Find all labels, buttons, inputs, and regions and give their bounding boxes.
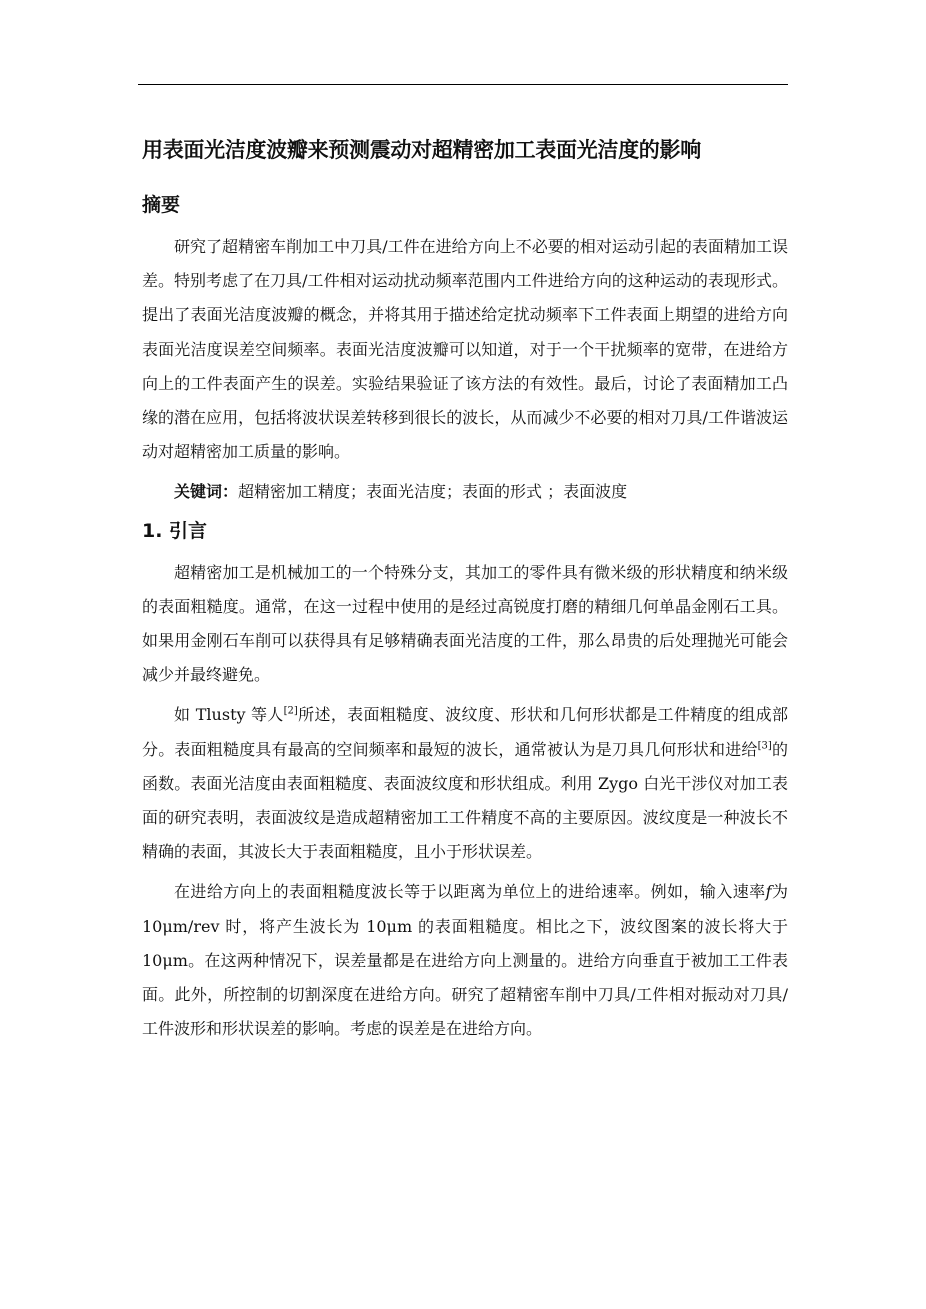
keywords-line [142, 475, 788, 509]
intro-paragraph-2 [142, 698, 788, 869]
intro-p3-text-b: 为 10μm/rev 时，将产生波长为 10μm 的表面粗糙度。相比之下，波纹图案的波长将大于 10μm。在这两种情况下，误差量都是在进给方向上测量的。进给方向垂直于被加工工件表面。此外，所控制的切割深度在进给方向。研究了超精密车削中刀具/工件相对振动对刀具/工件波形和形状误差的影响。考虑的误差是在进给方向。 [142, 882, 788, 1039]
intro-heading: 1. 引言 [142, 519, 208, 542]
citation-ref-2[interactable]: [2] [283, 706, 298, 718]
paper-title: 用表面光洁度波瓣来预测震动对超精密加工表面光洁度的影响 [142, 138, 701, 162]
document-page [142, 132, 788, 1046]
feed-rate-symbol: f [765, 882, 772, 902]
keywords-label: 关键词： [174, 482, 239, 502]
intro-p2-text-c: 的函数。表面光洁度由表面粗糙度、表面波纹度和形状组成。利用 Zygo 白光干涉仪对加工表面的研究表明，表面波纹是造成超精密加工工件精度不高的主要原因。波纹度是一种波长不精确的表面，其波长大于表面粗糙度，且小于形状误差。 [142, 739, 788, 862]
abstract-paragraph: 研究了超精密车削加工中刀具/工件在进给方向上不必要的相对运动引起的表面精加工误差。特别考虑了在刀具/工件相对运动扰动频率范围内工件进给方向的这种运动的表现形式。提出了表面光洁度波瓣的概念，并将其用于描述给定扰动频率下工件表面上期望的进给方向表面光洁度误差空间频率。表面光洁度波瓣可以知道，对于一个干扰频率的宽带，在进给方向上的工件表面产生的误差。实验结果验证了该方法的有效性。最后，讨论了表面精加工凸缘的潜在应用，包括将波状误差转移到很长的波长，从而减少不必要的相对刀具/工件谐波运动对超精密加工质量的影响。 [142, 237, 788, 462]
keywords-text: 超精密加工精度；表面光洁度；表面的形式 ；表面波度 [238, 482, 628, 502]
intro-p2-text-a: 如 Tlusty 等人 [174, 705, 284, 725]
intro-p2-text-b: 所述，表面粗糙度、波纹度、形状和几何形状都是工件精度的组成部分。表面粗糙度具有最高的空间频率和最短的波长，通常被认为是刀具几何形状和进给 [142, 705, 788, 759]
header-rule [138, 84, 788, 85]
intro-paragraph-1: 超精密加工是机械加工的一个特殊分支，其加工的零件具有微米级的形状精度和纳米级的表面粗糙度。通常，在这一过程中使用的是经过高锐度打磨的精细几何单晶金刚石工具。如果用金刚石车削可以获得具有足够精确表面光洁度的工件，那么昂贵的后处理抛光可能会减少并最终避免。 [142, 562, 788, 685]
intro-paragraph-3 [142, 875, 788, 1046]
abstract-heading: 摘要 [142, 194, 181, 216]
citation-ref-3[interactable]: [3] [757, 740, 772, 752]
intro-p3-text-a: 在进给方向上的表面粗糙度波长等于以距离为单位上的进给速率。例如，输入速率 [174, 882, 766, 902]
